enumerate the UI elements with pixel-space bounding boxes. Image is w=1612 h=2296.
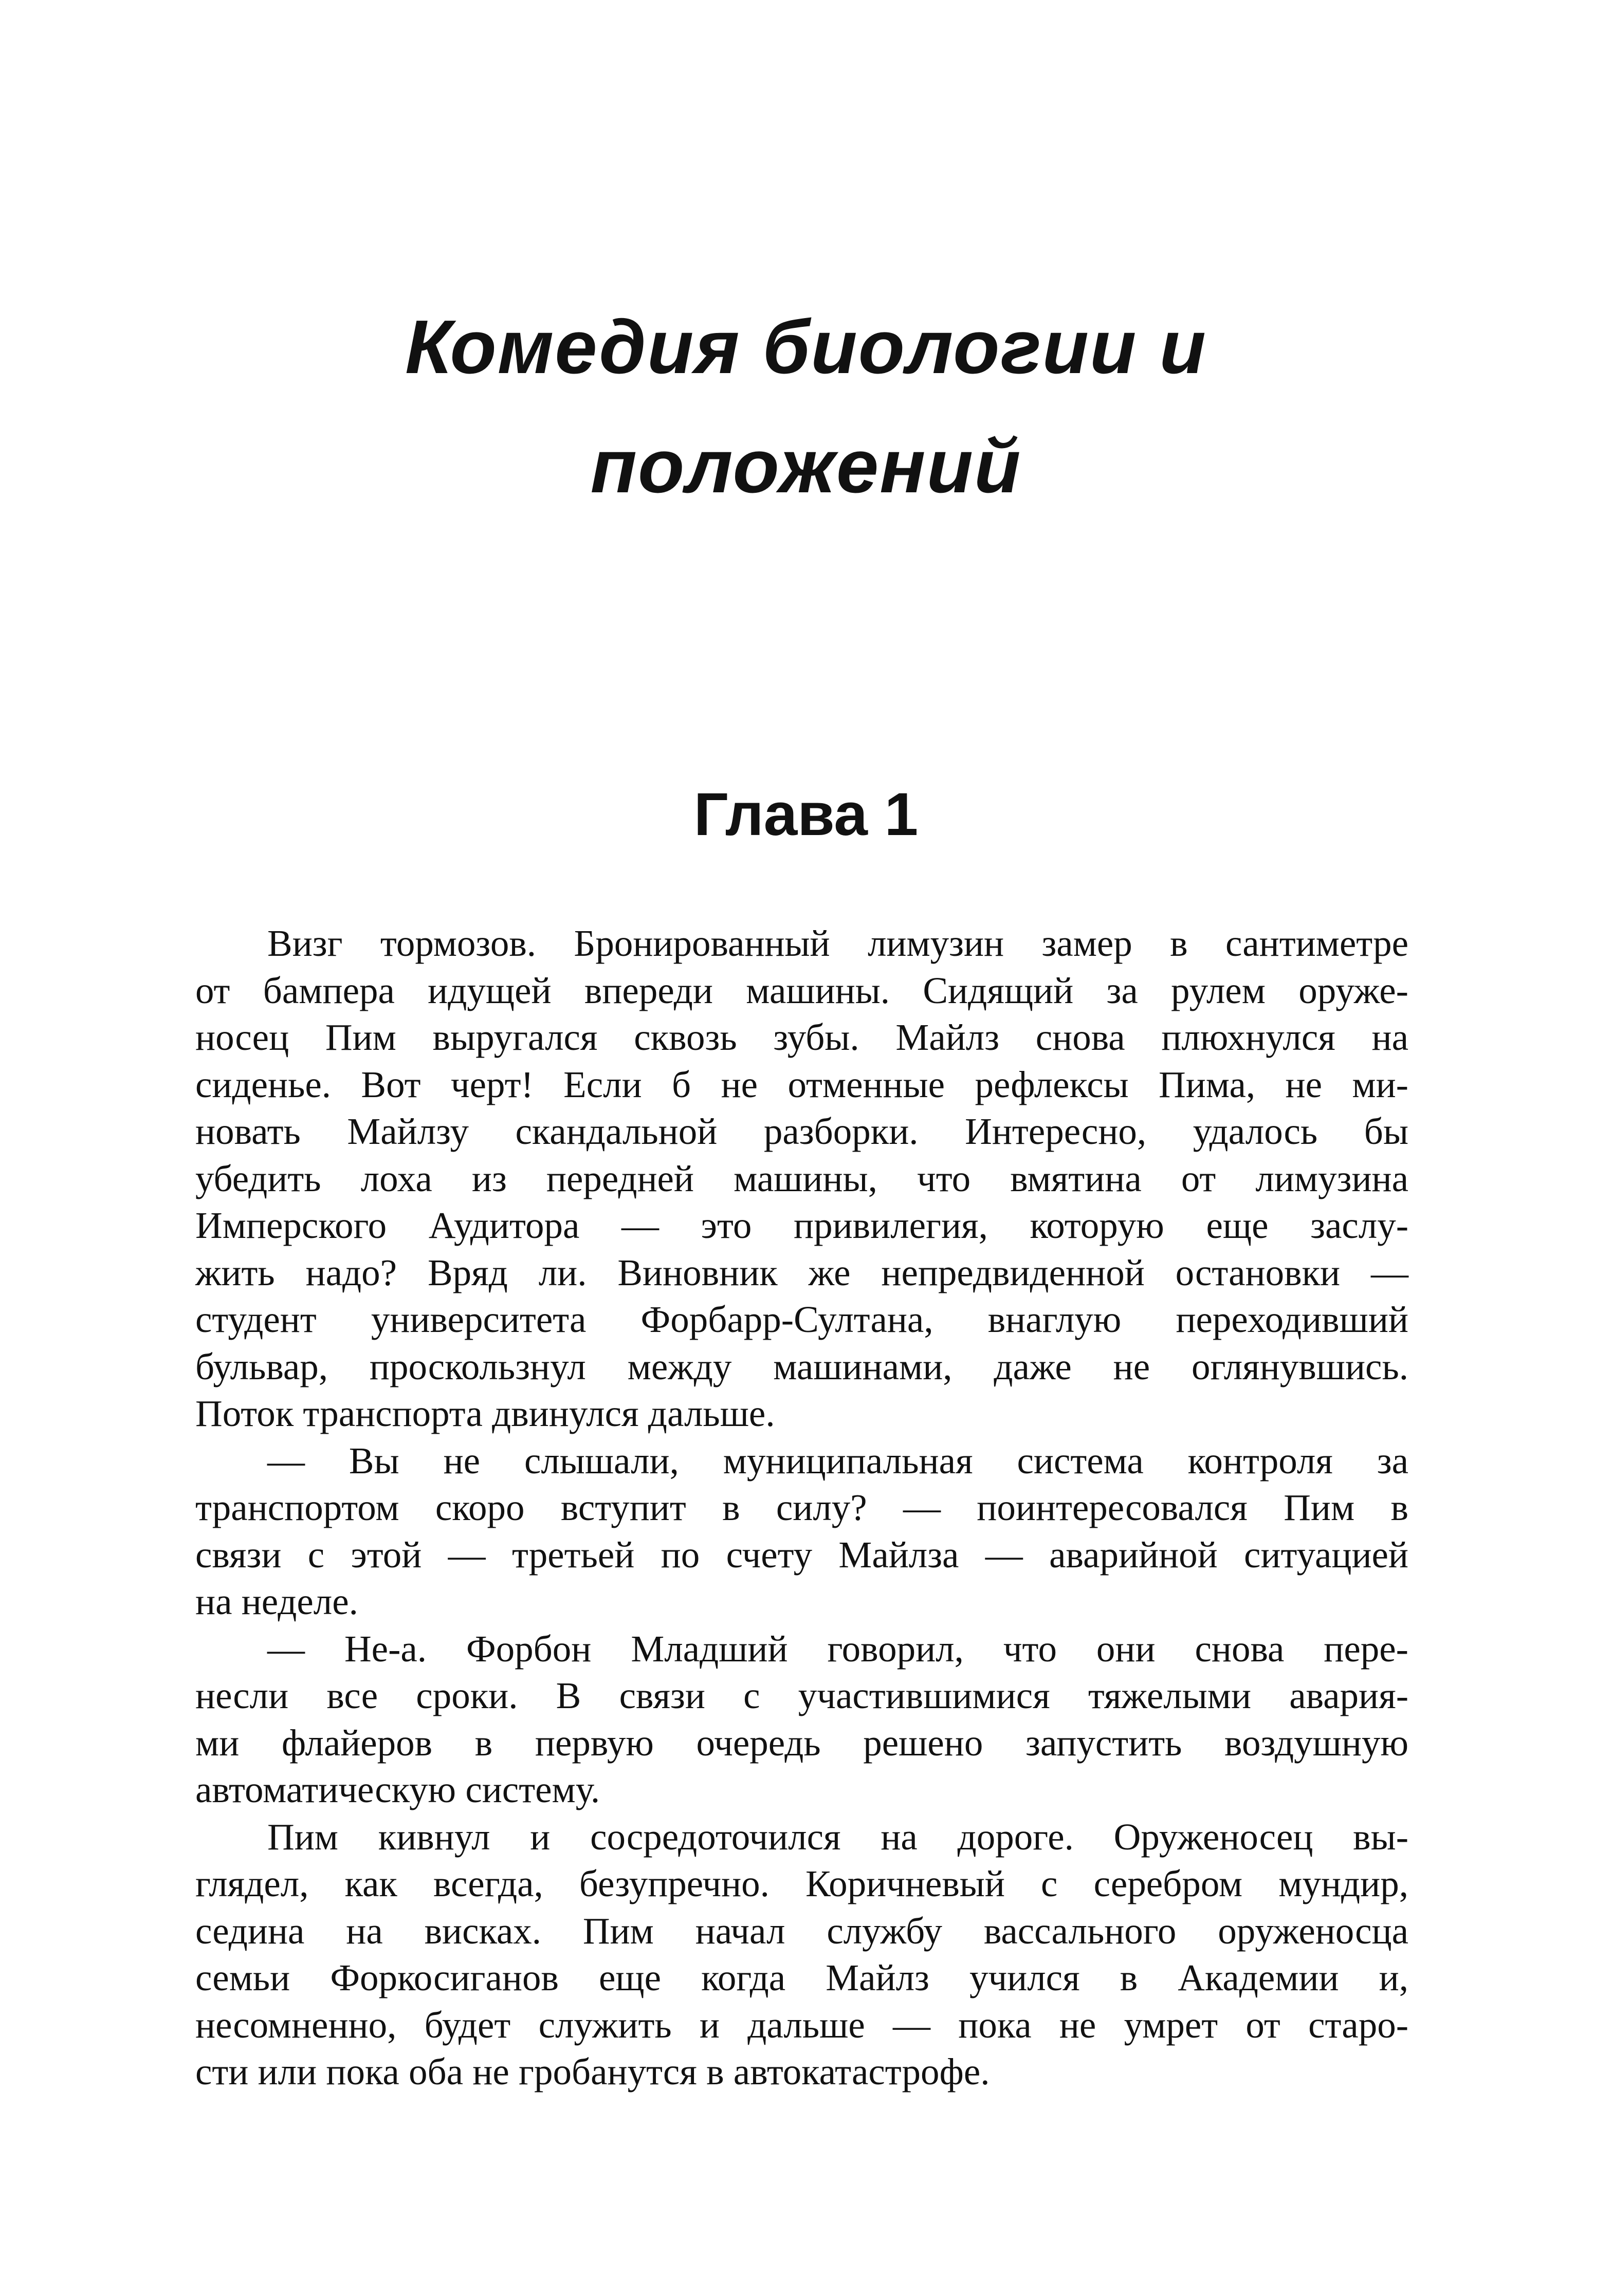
book-title-line-2: положений bbox=[590, 424, 1022, 509]
text-line: на неделе. bbox=[195, 1581, 358, 1622]
text-line: несли все сроки. В связи с участившимися тяжелыми авария- bbox=[195, 1675, 1408, 1716]
text-line: носец Пим выругался сквозь зубы. Майлз снова плюхнулся на bbox=[195, 1016, 1408, 1058]
text-line: сти или пока оба не гробанутся в автокатастрофе. bbox=[195, 2051, 990, 2093]
text-line: транспортом скоро вступит в силу? — поинтересовался Пим в bbox=[195, 1487, 1408, 1528]
text-line: седина на висках. Пим начал службу вассального оруженосца bbox=[195, 1910, 1408, 1952]
chapter-title: Глава 1 bbox=[693, 781, 919, 848]
book-title bbox=[0, 288, 1612, 526]
text-line: убедить лоха из передней машины, что вмятина от лимузина bbox=[195, 1157, 1408, 1199]
text-line: ми флайеров в первую очередь решено запустить воздушную bbox=[195, 1721, 1408, 1764]
text-line: сиденье. Вот черт! Если б не отменные рефлексы Пима, не ми- bbox=[195, 1063, 1408, 1105]
text-line: от бампера идущей впереди машины. Сидящий за рулем оруже- bbox=[195, 969, 1408, 1011]
paragraph bbox=[195, 1625, 1408, 1813]
text-line: жить надо? Вряд ли. Виновник же непредвиденной остановки — bbox=[195, 1251, 1408, 1293]
text-line: несомненно, будет служить и дальше — пока не умрет от старо- bbox=[195, 2004, 1408, 2046]
text-line: новать Майлзу скандальной разборки. Интересно, удалось бы bbox=[195, 1110, 1408, 1152]
book-title-line-1: Комедия биологии и bbox=[405, 305, 1207, 390]
paragraph bbox=[195, 920, 1408, 1437]
text-line: Имперского Аудитора — это привилегия, которую еще заслу- bbox=[195, 1205, 1408, 1246]
text-line: Поток транспорта двинулся дальше. bbox=[195, 1393, 775, 1434]
text-line: Визг тормозов. Бронированный лимузин замер в сантиметре bbox=[267, 922, 1408, 964]
text-line: бульвар, проскользнул между машинами, даже не оглянувшись. bbox=[195, 1345, 1408, 1387]
text-line: автоматическую систему. bbox=[195, 1769, 600, 1810]
paragraph bbox=[195, 1813, 1408, 2096]
text-line: Пим кивнул и сосредоточился на дороге. Оруженосец вы- bbox=[267, 1816, 1408, 1858]
paragraph bbox=[195, 1437, 1408, 1625]
text-line: студент университета Форбарр-Султана, внаглую переходивший bbox=[195, 1299, 1408, 1340]
text-line: связи с этой — третьей по счету Майлза — аварийной ситуацией bbox=[195, 1533, 1408, 1576]
body-text bbox=[195, 920, 1408, 2096]
text-line: семьи Форкосиганов еще когда Майлз учился в Академии и, bbox=[195, 1957, 1408, 1998]
text-line: глядел, как всегда, безупречно. Коричневый с серебром мундир, bbox=[195, 1863, 1408, 1904]
text-line: — Не-а. Форбон Младший говорил, что они снова пере- bbox=[267, 1627, 1408, 1670]
text-line: — Вы не слышали, муниципальная система контроля за bbox=[267, 1439, 1408, 1482]
